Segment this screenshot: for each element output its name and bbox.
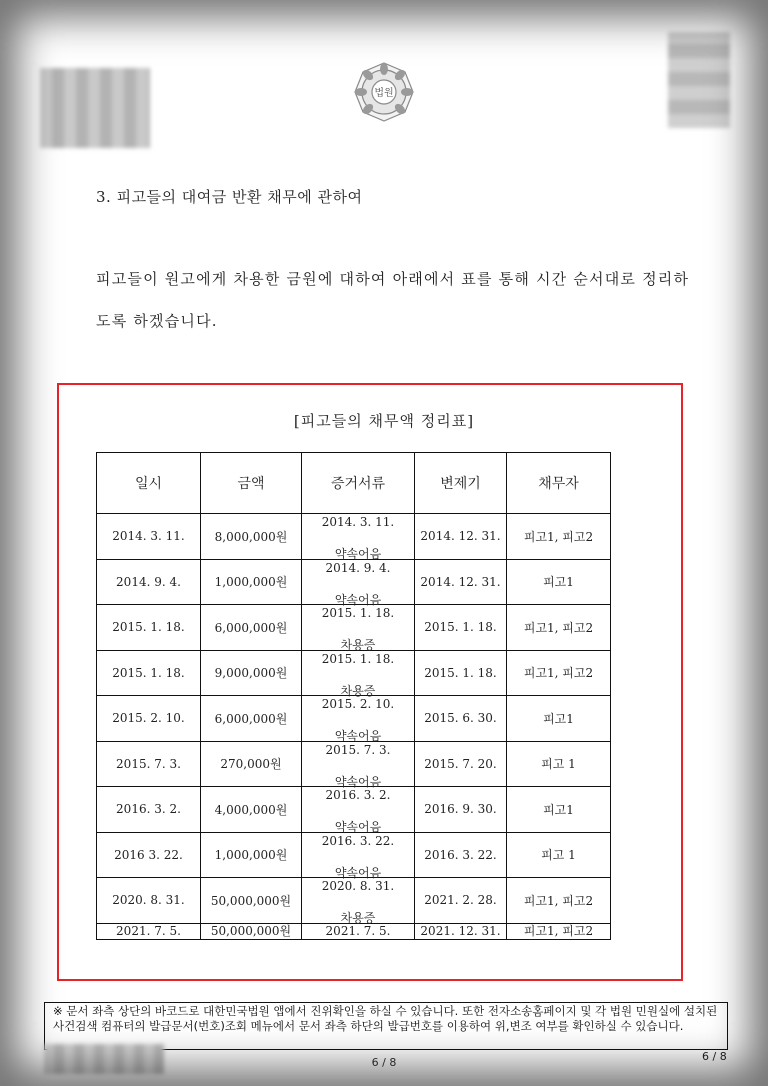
- header-due: 변제기: [415, 453, 507, 514]
- court-seal-icon: [352, 60, 416, 124]
- evidence-date: 2016. 3. 22.: [321, 833, 395, 848]
- table-row: [97, 787, 611, 833]
- evidence-type: 차용증: [340, 683, 376, 698]
- cell-evidence: [302, 559, 415, 605]
- cell-due: 2015. 6. 30.: [415, 696, 507, 742]
- page-number: 6 / 8: [371, 1056, 397, 1069]
- evidence-type: 차용증: [340, 638, 376, 653]
- cell-evidence: [302, 696, 415, 742]
- header-debtor: 채무자: [507, 453, 611, 514]
- table-row: [97, 878, 611, 924]
- table-row: [97, 605, 611, 651]
- cell-due: 2016. 3. 22.: [415, 832, 507, 878]
- cell-evidence: [302, 741, 415, 787]
- cell-amount: 1,000,000원: [201, 832, 302, 878]
- page-number-corner: 6 / 8: [702, 1050, 727, 1063]
- table-row: [97, 559, 611, 605]
- cell-date: 2016. 3. 2.: [97, 787, 201, 833]
- cell-due: 2014. 12. 31.: [415, 514, 507, 560]
- cell-date: 2014. 3. 11.: [97, 514, 201, 560]
- cell-amount: 6,000,000원: [201, 696, 302, 742]
- cell-debtor: 피고1, 피고2: [507, 514, 611, 560]
- table-row: [97, 741, 611, 787]
- cell-amount: 9,000,000원: [201, 650, 302, 696]
- cell-date: 2016 3. 22.: [97, 832, 201, 878]
- evidence-date: 2016. 3. 2.: [325, 788, 391, 803]
- cell-debtor: 피고1, 피고2: [507, 878, 611, 924]
- header-evidence: 증거서류: [302, 453, 415, 514]
- evidence-date: 2015. 1. 18.: [321, 651, 395, 666]
- cell-date: 2021. 7. 5.: [97, 923, 201, 939]
- cell-date: 2015. 7. 3.: [97, 741, 201, 787]
- cell-amount: 4,000,000원: [201, 787, 302, 833]
- cell-due: 2016. 9. 30.: [415, 787, 507, 833]
- table-row: [97, 923, 611, 939]
- cell-date: 2020. 8. 31.: [97, 878, 201, 924]
- cell-due: 2014. 12. 31.: [415, 559, 507, 605]
- evidence-type: 약속어음: [334, 592, 382, 607]
- cell-evidence: [302, 605, 415, 651]
- cell-amount: 6,000,000원: [201, 605, 302, 651]
- blurred-barcode: [40, 68, 150, 148]
- cell-due: 2015. 1. 18.: [415, 605, 507, 651]
- header-amount: 금액: [201, 453, 302, 514]
- cell-due: 2021. 2. 28.: [415, 878, 507, 924]
- evidence-date: 2015. 2. 10.: [321, 697, 395, 712]
- evidence-date: 2014. 3. 11.: [321, 515, 395, 530]
- cell-debtor: 피고1: [507, 559, 611, 605]
- cell-date: 2015. 1. 18.: [97, 605, 201, 651]
- cell-amount: 50,000,000원: [201, 878, 302, 924]
- cell-evidence: [302, 650, 415, 696]
- cell-amount: 270,000원: [201, 741, 302, 787]
- cell-evidence: [302, 514, 415, 560]
- evidence-type: 차용증: [340, 911, 376, 926]
- cell-date: 2015. 2. 10.: [97, 696, 201, 742]
- cell-debtor: 피고 1: [507, 741, 611, 787]
- cell-evidence: [302, 787, 415, 833]
- table-header-row: [97, 453, 611, 514]
- cell-amount: 8,000,000원: [201, 514, 302, 560]
- table-title: [피고들의 채무액 정리표]: [293, 412, 475, 430]
- cell-debtor: 피고1: [507, 787, 611, 833]
- evidence-type: 약속어음: [334, 774, 382, 789]
- table-row: [97, 696, 611, 742]
- evidence-type: 약속어음: [334, 820, 382, 835]
- cell-debtor: 피고1, 피고2: [507, 650, 611, 696]
- cell-debtor: 피고 1: [507, 832, 611, 878]
- blurred-stamp: [668, 32, 730, 128]
- section-paragraph: 피고들이 원고에게 차용한 금원에 대하여 아래에서 표를 통해 시간 순서대로 정리하도록 하겠습니다.: [96, 270, 690, 330]
- cell-due: 2015. 1. 18.: [415, 650, 507, 696]
- cell-amount: 1,000,000원: [201, 559, 302, 605]
- table-row: [97, 650, 611, 696]
- debt-table: [96, 452, 611, 940]
- cell-debtor: 피고1, 피고2: [507, 605, 611, 651]
- evidence-type: 약속어음: [334, 865, 382, 880]
- evidence-type: 약속어음: [334, 729, 382, 744]
- table-row: [97, 514, 611, 560]
- header-date: 일시: [97, 453, 201, 514]
- evidence-date: 2015. 1. 18.: [321, 606, 395, 621]
- svg-text:법원: 법원: [374, 88, 394, 99]
- evidence-date: 2014. 9. 4.: [325, 560, 391, 575]
- table-row: [97, 832, 611, 878]
- evidence-type: 약속어음: [334, 547, 382, 562]
- section-heading: 3. 피고들의 대여금 반환 채무에 관하여: [96, 188, 363, 206]
- evidence-date: 2020. 8. 31.: [321, 879, 395, 894]
- cell-amount: 50,000,000원: [201, 923, 302, 939]
- cell-evidence: [302, 832, 415, 878]
- verification-notice: ※ 문서 좌측 상단의 바코드로 대한민국법원 앱에서 진위확인을 하실 수 있습니다. 또한 전자소송홈페이지 및 각 법원 민원실에 설치된 사건검색 컴퓨터의 발급문서(번호)조회 메뉴에서 문서 좌측 하단의 발급번호를 이용하여 위,변조 여부를 확인하실 수 있습니다.: [44, 1002, 728, 1050]
- cell-debtor: 피고1: [507, 696, 611, 742]
- cell-date: 2015. 1. 18.: [97, 650, 201, 696]
- cell-evidence: [302, 878, 415, 924]
- evidence-date: 2015. 7. 3.: [325, 742, 391, 757]
- cell-evidence: 2021. 7. 5.: [302, 923, 415, 939]
- cell-due: 2015. 7. 20.: [415, 741, 507, 787]
- cell-debtor: 피고1, 피고2: [507, 923, 611, 939]
- cell-date: 2014. 9. 4.: [97, 559, 201, 605]
- cell-due: 2021. 12. 31.: [415, 923, 507, 939]
